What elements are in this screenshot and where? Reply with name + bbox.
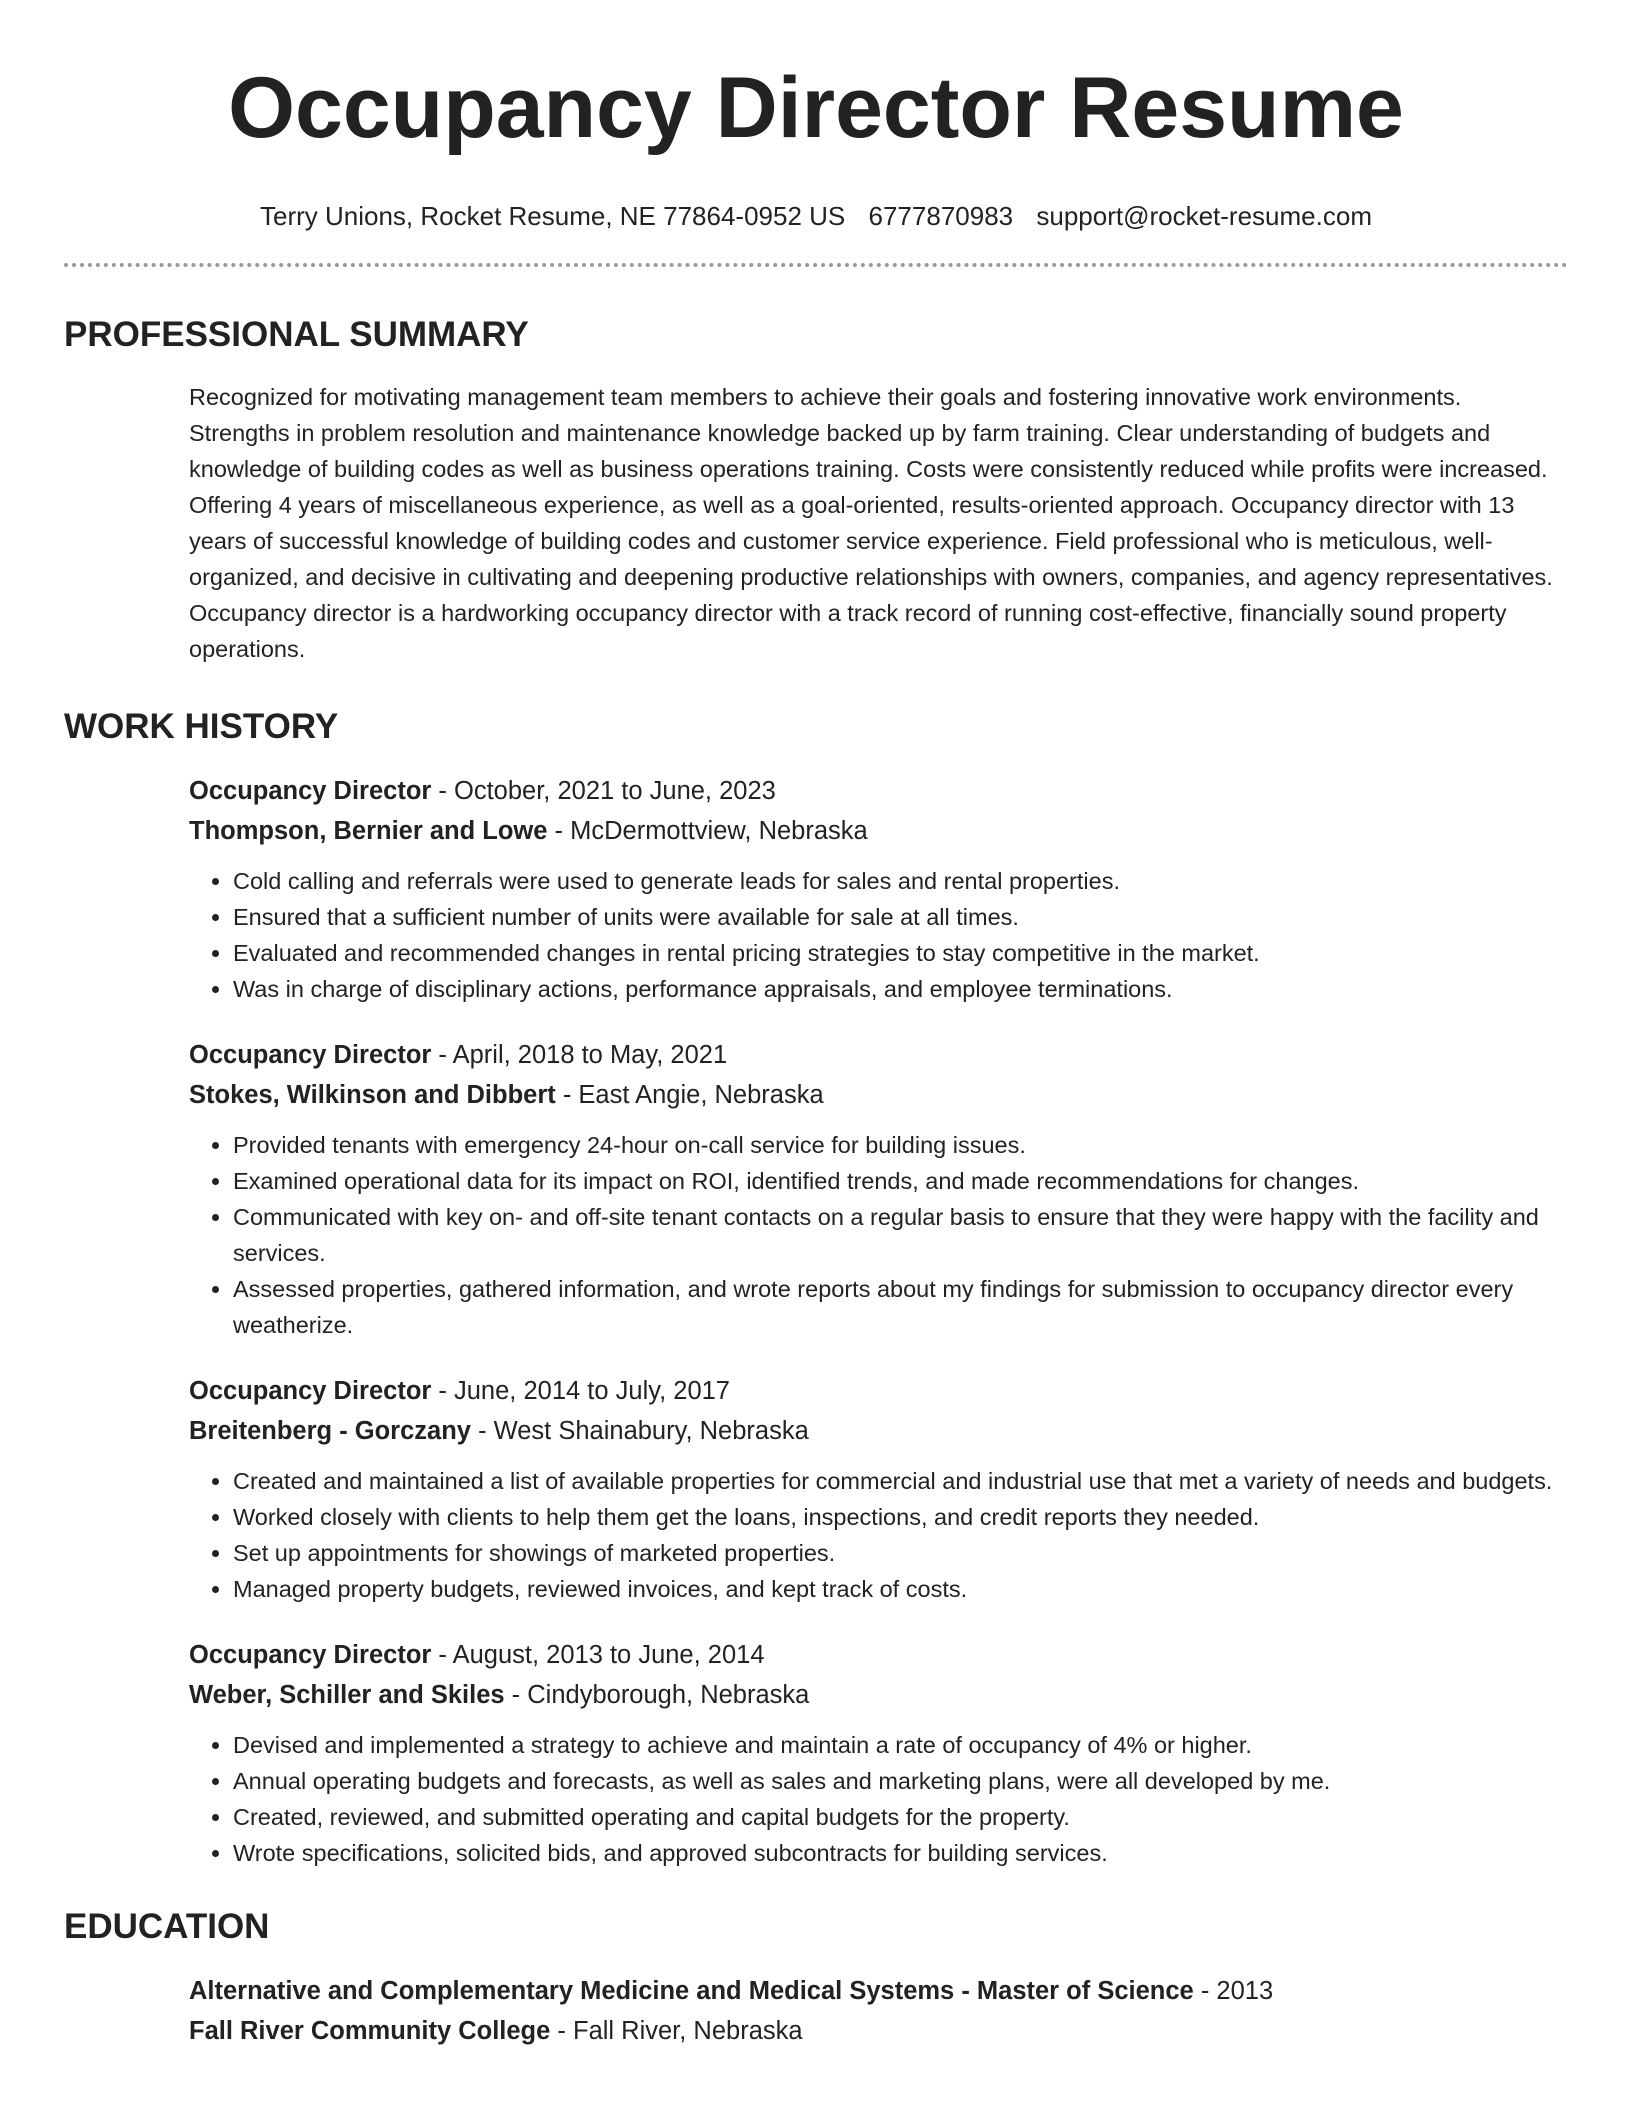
job-bullet: • Ensured that a sufficient number of units were available for sale at all times. (233, 899, 1568, 935)
job-dates: - April, 2018 to May, 2021 (431, 1041, 728, 1069)
job-bullet: • Wrote specifications, solicited bids, and approved subcontracts for building services. (233, 1835, 1568, 1871)
education-location: - Fall River, Nebraska (550, 2017, 803, 2045)
job-dates: - June, 2014 to July, 2017 (431, 1377, 730, 1405)
job-location: - McDermottview, Nebraska (547, 817, 868, 845)
job-bullets (189, 1127, 1568, 1343)
job-title: Occupancy Director (189, 1641, 432, 1669)
job-bullet: • Set up appointments for showings of marketed properties. (233, 1535, 1568, 1571)
education-school-line (189, 2011, 1568, 2051)
job-title: Occupancy Director (189, 1041, 432, 1069)
education-degree: Alternative and Complementary Medicine and Medical Systems - Master of Science (189, 1977, 1194, 2005)
job-entry (189, 771, 1568, 1007)
job-entry (189, 1371, 1568, 1607)
summary-heading: PROFESSIONAL SUMMARY (64, 315, 529, 354)
job-entry (189, 1035, 1568, 1343)
job-company-line (189, 1411, 1568, 1451)
job-bullet: • Assessed properties, gathered information, and wrote reports about my findings for submission to occupancy director every weatherize. (233, 1271, 1568, 1343)
job-title: Occupancy Director (189, 1377, 432, 1405)
job-company: Stokes, Wilkinson and Dibbert (189, 1081, 556, 1109)
job-bullet: • Was in charge of disciplinary actions, performance appraisals, and employee terminations. (233, 971, 1568, 1007)
resume-header (64, 0, 1568, 267)
education-year: - 2013 (1193, 1977, 1274, 2005)
job-company-line (189, 1675, 1568, 1715)
job-location: - West Shainabury, Nebraska (470, 1417, 809, 1445)
job-title-line (189, 771, 1568, 811)
job-bullets (189, 1463, 1568, 1607)
job-entry (189, 1635, 1568, 1871)
job-bullet: • Annual operating budgets and forecasts, as well as sales and marketing plans, were all developed by me. (233, 1763, 1568, 1799)
summary-text: Recognized for motivating management team members to achieve their goals and fostering innovative work environments. Strengths in problem resolution and maintenance knowledge backed up by farm training. Clear understanding of budgets and knowledge of building codes as well as business operations training. Costs were consistently reduced while profits were increased. Offering 4 years of miscellaneous experience, as well as a goal-oriented, results-oriented approach. Occupancy director with 13 years of successful knowledge of building codes and customer service experience. Field professional who is meticulous, well-organized, and decisive in cultivating and deepening productive relationships with owners, companies, and agency representatives. Occupancy director is a hardworking occupancy director with a track record of running cost-effective, financially sound property operations. (189, 384, 1553, 662)
education-school: Fall River Community College (189, 2017, 551, 2045)
job-company: Breitenberg - Gorczany (189, 1417, 471, 1445)
job-bullet: • Communicated with key on- and off-site tenant contacts on a regular basis to ensure that they were happy with the facility and services. (233, 1199, 1568, 1271)
job-bullet: • Cold calling and referrals were used to generate leads for sales and rental properties. (233, 863, 1568, 899)
contact-line (64, 198, 1568, 234)
job-dates: - August, 2013 to June, 2014 (431, 1641, 765, 1669)
job-bullet: • Evaluated and recommended changes in rental pricing strategies to stay competitive in the market. (233, 935, 1568, 971)
job-bullet: • Devised and implemented a strategy to achieve and maintain a rate of occupancy of 4% or higher. (233, 1727, 1568, 1763)
contact-address: Terry Unions, Rocket Resume, NE 77864-0952 US (260, 201, 846, 231)
job-location: - East Angie, Nebraska (555, 1081, 824, 1109)
page-title: Occupancy Director Resume (228, 60, 1404, 156)
contact-phone: 6777870983 (868, 201, 1014, 231)
job-company-line (189, 1075, 1568, 1115)
job-bullets (189, 863, 1568, 1007)
job-bullet: • Created and maintained a list of available properties for commercial and industrial use that met a variety of needs and budgets. (233, 1463, 1568, 1499)
summary-section (64, 313, 1568, 667)
job-bullet: • Worked closely with clients to help them get the loans, inspections, and credit reports they needed. (233, 1499, 1568, 1535)
work-history-section (64, 705, 1568, 1871)
job-title-line (189, 1035, 1568, 1075)
contact-email: support@rocket-resume.com (1036, 201, 1372, 231)
job-dates: - October, 2021 to June, 2023 (431, 777, 776, 805)
job-company: Weber, Schiller and Skiles (189, 1681, 505, 1709)
job-company-line (189, 811, 1568, 851)
education-heading: EDUCATION (64, 1907, 270, 1946)
education-degree-line (189, 1971, 1568, 2011)
education-section (64, 1905, 1568, 2051)
job-bullets (189, 1727, 1568, 1871)
job-bullet: • Provided tenants with emergency 24-hour on-call service for building issues. (233, 1127, 1568, 1163)
job-title-line (189, 1635, 1568, 1675)
job-location: - Cindyborough, Nebraska (504, 1681, 810, 1709)
job-company: Thompson, Bernier and Lowe (189, 817, 548, 845)
job-title: Occupancy Director (189, 777, 432, 805)
work-history-heading: WORK HISTORY (64, 707, 339, 746)
job-bullet: • Managed property budgets, reviewed invoices, and kept track of costs. (233, 1571, 1568, 1607)
job-bullet: • Examined operational data for its impact on ROI, identified trends, and made recommendations for changes. (233, 1163, 1568, 1199)
job-bullet: • Created, reviewed, and submitted operating and capital budgets for the property. (233, 1799, 1568, 1835)
header-divider (64, 263, 1568, 267)
job-title-line (189, 1371, 1568, 1411)
